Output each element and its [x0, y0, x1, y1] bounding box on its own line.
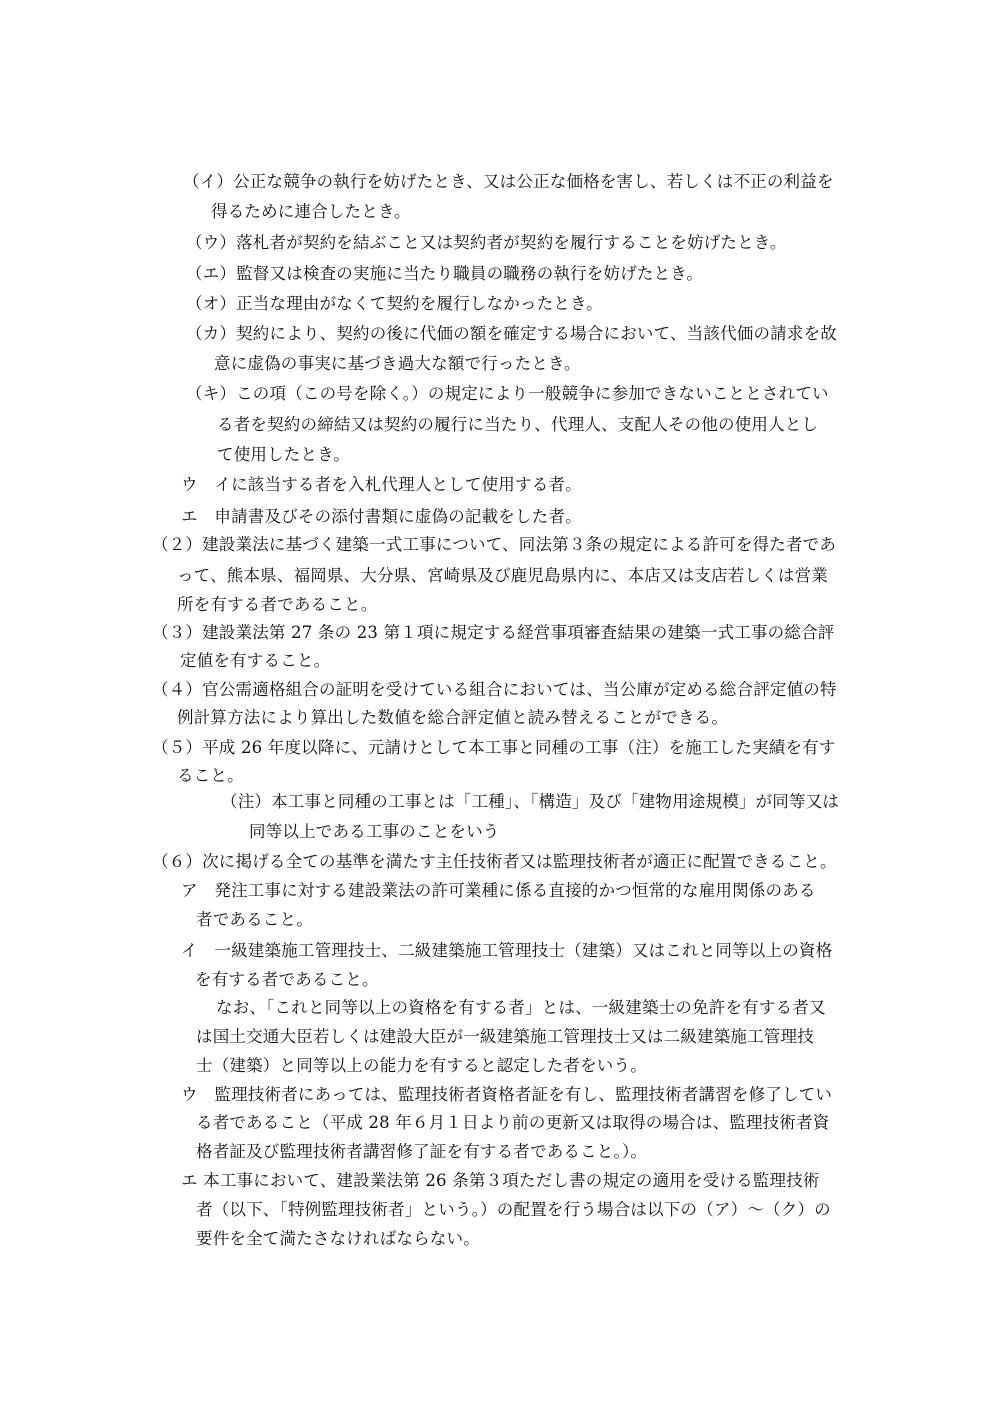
- clause-ka-line-1: （カ）契約により、契約の後に代価の額を確定する場合において、当該代価の請求を故: [186, 324, 837, 343]
- item-u2-line-3: 格者証及び監理技術者講習修了証を有する者であること。）。: [196, 1142, 648, 1161]
- item-e2-line-1: エ 本工事において、建設業法第 26 条第３項ただし書の規定の適用を受ける監理技術: [181, 1171, 820, 1190]
- note-line-2: 同等以上である工事のことをいう: [249, 822, 500, 841]
- clause-i-line-2: 得るために連合したとき。: [211, 202, 411, 221]
- item-i-note-line-2: は国土交通大臣若しくは建設大臣が一級建築施工管理技士又は二級建築施工管理技: [196, 1027, 814, 1046]
- item-u2-line-1: ウ 監理技術者にあっては、監理技術者資格者証を有し、監理技術者講習を修了してい: [181, 1085, 833, 1104]
- item-e2-line-2: 者（以下、「特例監理技術者」という。）の配置を行う場合は以下の（ア）～（ク）の: [196, 1200, 831, 1219]
- clause-ki-line-1: （キ）この項（この号を除く。）の規定により一般競争に参加できないこととされてい: [186, 384, 829, 403]
- section-4-line-1: （４）官公需適格組合の証明を受けている組合においては、当公庫が定める総合評定値の特: [152, 680, 837, 699]
- section-3-line-1: （３）建設業法第 27 条の 23 第１項に規定する経営事項審査結果の建築一式工事の総合評: [152, 623, 835, 642]
- item-i-note-line-1: なお、「これと同等以上の資格を有する者」とは、一級建築士の免許を有する者又: [216, 998, 826, 1017]
- clause-o-line-1: （オ）正当な理由がなくて契約を履行しなかったとき。: [186, 294, 603, 313]
- clause-e-line-1: （エ）監督又は検査の実施に当たり職員の職務の執行を妨げたとき。: [186, 264, 704, 283]
- item-e2-line-3: 要件を全て満たさなければならない。: [196, 1229, 480, 1248]
- section-2-line-2: って、熊本県、福岡県、大分県、宮崎県及び鹿児島県内に、本店又は支店若しくは営業: [177, 566, 828, 585]
- section-6-line-1: （６）次に掲げる全ての基準を満たす主任技術者又は監理技術者が適正に配置できること。: [152, 852, 837, 871]
- note-line-1: （注）本工事と同種の工事とは「工種」、「構造」及び「建物用途規模」が同等又は: [221, 792, 840, 811]
- item-u-line-1: ウ イに該当する者を入札代理人として使用する者。: [181, 475, 582, 494]
- item-e-line-1: エ 申請書及びその添付書類に虚偽の記載をした者。: [181, 507, 582, 526]
- section-5-line-1: （５）平成 26 年度以降に、元請けとして本工事と同種の工事（注）を施工した実績を有す: [152, 738, 836, 757]
- clause-i-line-1: （イ）公正な競争の執行を妨げたとき、又は公正な価格を害し、若しくは不正の利益を: [183, 172, 834, 191]
- section-5-line-2: ること。: [177, 766, 244, 785]
- section-4-line-2: 例計算方法により算出した数値を総合評定値と読み替えることができる。: [177, 708, 729, 727]
- section-2-line-3: 所を有する者であること。: [177, 595, 378, 614]
- item-i-note-line-3: 士（建築）と同等以上の能力を有すると認定した者をいう。: [196, 1056, 647, 1075]
- item-i-line-1: イ 一級建築施工管理技士、二級建築施工管理技士（建築）又はこれと同等以上の資格: [181, 941, 833, 960]
- item-a-line-2: 者であること。: [196, 910, 313, 929]
- clause-ka-line-2: 意に虚偽の事実に基づき過大な額で行ったとき。: [214, 354, 581, 373]
- section-3-line-2: 定値を有すること。: [180, 651, 331, 670]
- item-u2-line-2: る者であること（平成 28 年６月１日より前の更新又は取得の場合は、監理技術者資: [196, 1113, 830, 1132]
- clause-u-line-1: （ウ）落札者が契約を結ぶこと又は契約者が契約を履行することを妨げたとき。: [186, 233, 787, 252]
- clause-ki-line-3: て使用したとき。: [217, 445, 350, 464]
- item-a-line-1: ア 発注工事に対する建設業法の許可業種に係る直接的かつ恒常的な雇用関係のある: [181, 881, 816, 900]
- item-i-line-2: を有する者であること。: [195, 970, 379, 989]
- section-2-line-1: （２）建設業法に基づく建築一式工事について、同法第３条の規定による許可を得た者であ: [152, 535, 837, 554]
- clause-ki-line-2: る者を契約の締結又は契約の履行に当たり、代理人、支配人その他の使用人とし: [217, 415, 819, 434]
